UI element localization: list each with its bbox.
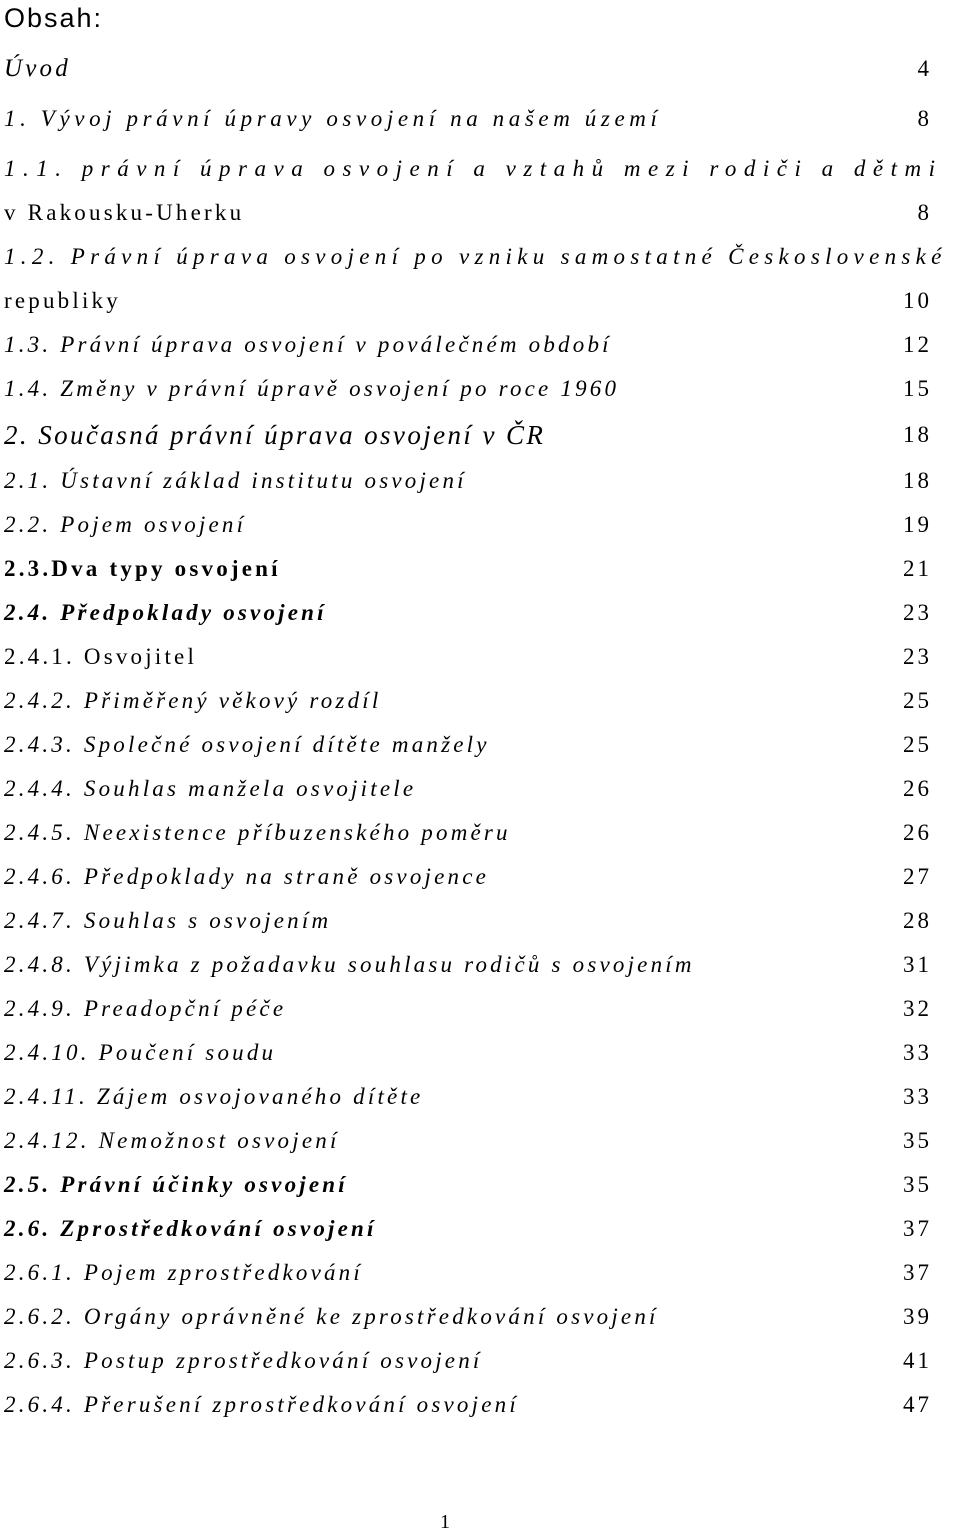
toc-entry-page: 18 bbox=[903, 422, 932, 447]
toc-entry-label: 2.4.8. Výjimka z požadavku souhlasu rodičů s osvojením bbox=[4, 952, 695, 977]
toc-entry-page: 28 bbox=[903, 908, 932, 933]
toc-entry-page: 25 bbox=[903, 732, 932, 757]
toc-entry-label: 2.4.3. Společné osvojení dítěte manžely bbox=[4, 732, 490, 757]
toc-entry-2-2[interactable] bbox=[0, 506, 960, 542]
toc-entry-1-2[interactable] bbox=[0, 238, 960, 274]
toc-entry-label: 1.4. Změny v právní úpravě osvojení po roce 1960 bbox=[4, 376, 620, 401]
toc-entry-label: 2.4. Předpoklady osvojení bbox=[4, 600, 327, 625]
toc-entry-2-4-4[interactable] bbox=[0, 770, 960, 806]
toc-entry-2-1[interactable] bbox=[0, 462, 960, 498]
toc-entry-label: 2.6.3. Postup zprostředkování osvojení bbox=[4, 1348, 483, 1373]
toc-entry-label: 2.4.5. Neexistence příbuzenského poměru bbox=[4, 820, 511, 845]
toc-entry-page: 26 bbox=[903, 776, 932, 801]
toc-entry-2-4-3[interactable] bbox=[0, 726, 960, 762]
toc-entry-2-4-10[interactable] bbox=[0, 1034, 960, 1070]
toc-entry-label: 2.4.12. Nemožnost osvojení bbox=[4, 1128, 340, 1153]
toc-entry-page: 23 bbox=[903, 644, 932, 669]
toc-entry-page: 47 bbox=[903, 1392, 932, 1417]
toc-entry-page: 8 bbox=[917, 106, 932, 131]
toc-entry-label: 2.6.2. Orgány oprávněné ke zprostředkování osvojení bbox=[4, 1304, 659, 1329]
toc-entry-page: 12 bbox=[903, 332, 932, 357]
toc-entry-label: republiky bbox=[4, 288, 121, 313]
toc-entry-label: 1. Vývoj právní úpravy osvojení na našem území bbox=[4, 106, 662, 131]
toc-entry-2-3[interactable] bbox=[0, 550, 960, 586]
toc-entry-label: 1.1. právní úprava osvojení a vztahů mezi rodiči a dětmi bbox=[4, 156, 943, 181]
toc-entry-page: 26 bbox=[903, 820, 932, 845]
toc-entry-page: 25 bbox=[903, 688, 932, 713]
toc-entry-1-1-cont[interactable] bbox=[0, 194, 960, 230]
toc-entry-1-2-cont[interactable] bbox=[0, 282, 960, 318]
toc-entry-page: 35 bbox=[903, 1172, 932, 1197]
toc-entry-label: 2.5. Právní účinky osvojení bbox=[4, 1172, 348, 1197]
toc-entry-2-4-7[interactable] bbox=[0, 902, 960, 938]
toc-entry-page: 33 bbox=[903, 1040, 932, 1065]
page-title: Obsah: bbox=[4, 3, 104, 33]
toc-entry-label: 1.3. Právní úprava osvojení v poválečném období bbox=[4, 332, 612, 357]
toc-entry-label: 2.6.4. Přerušení zprostředkování osvojení bbox=[4, 1392, 519, 1417]
toc-entry-label: 1.2. Právní úprava osvojení po vzniku samostatné Československé bbox=[4, 244, 947, 269]
toc-entry-page: 27 bbox=[903, 864, 932, 889]
toc-entry-page: 21 bbox=[903, 556, 932, 581]
toc-entry-page: 4 bbox=[917, 56, 932, 81]
toc-entry-uvod[interactable] bbox=[0, 50, 960, 86]
toc-entry-label: 2.2. Pojem osvojení bbox=[4, 512, 247, 537]
toc-entry-2-4-8[interactable] bbox=[0, 946, 960, 982]
toc-entry-2-6-1[interactable] bbox=[0, 1254, 960, 1290]
toc-entry-label: v Rakousku-Uherku bbox=[4, 200, 245, 225]
toc-entry-label: Úvod bbox=[4, 55, 71, 82]
toc-entry-page: 23 bbox=[903, 600, 932, 625]
toc-entry-page: 10 bbox=[903, 288, 932, 313]
toc-entry-page: 32 bbox=[903, 996, 932, 1021]
toc-entry-2-4-11[interactable] bbox=[0, 1078, 960, 1114]
toc-entry-1-4[interactable] bbox=[0, 370, 960, 406]
toc-entry-page: 8 bbox=[917, 200, 932, 225]
toc-entry-page: 37 bbox=[903, 1216, 932, 1241]
toc-entry-2-4-2[interactable] bbox=[0, 682, 960, 718]
toc-entry-page: 15 bbox=[903, 376, 932, 401]
toc-entry-2-6-4[interactable] bbox=[0, 1386, 960, 1422]
toc-entry-page: 33 bbox=[903, 1084, 932, 1109]
toc-entry-2-6-3[interactable] bbox=[0, 1342, 960, 1378]
toc-entry-1[interactable] bbox=[0, 100, 960, 136]
toc-entry-label: 2.4.7. Souhlas s osvojením bbox=[4, 908, 332, 933]
toc-entry-page: 19 bbox=[903, 512, 932, 537]
toc-entry-2-4-5[interactable] bbox=[0, 814, 960, 850]
toc-entry-2-4-12[interactable] bbox=[0, 1122, 960, 1158]
toc-entry-label: 2.4.11. Zájem osvojovaného dítěte bbox=[4, 1084, 424, 1109]
toc-entry-label: 2.4.9. Preadopční péče bbox=[4, 996, 287, 1021]
toc-entry-page: 18 bbox=[903, 468, 932, 493]
toc-entry-2-6-2[interactable] bbox=[0, 1298, 960, 1334]
toc-entry-2[interactable] bbox=[0, 416, 960, 452]
toc-entry-page: 37 bbox=[903, 1260, 932, 1285]
toc-entry-1-3[interactable] bbox=[0, 326, 960, 362]
toc-entry-label: 2.3.Dva typy osvojení bbox=[4, 556, 281, 581]
toc-entry-2-6[interactable] bbox=[0, 1210, 960, 1246]
toc-entry-label: 2. Současná právní úprava osvojení v ČR bbox=[4, 420, 546, 450]
toc-entry-label: 2.1. Ústavní základ institutu osvojení bbox=[4, 468, 467, 493]
toc-entry-label: 2.4.6. Předpoklady na straně osvojence bbox=[4, 864, 490, 889]
toc-entry-2-4-1[interactable] bbox=[0, 638, 960, 674]
toc-entry-label: 2.6. Zprostředkování osvojení bbox=[4, 1216, 377, 1241]
toc-entry-label: 2.6.1. Pojem zprostředkování bbox=[4, 1260, 363, 1285]
toc-entry-page: 31 bbox=[903, 952, 932, 977]
toc-entry-2-4[interactable] bbox=[0, 594, 960, 630]
toc-entry-label: 2.4.2. Přiměřený věkový rozdíl bbox=[4, 688, 382, 713]
toc-entry-label: 2.4.1. Osvojitel bbox=[4, 644, 198, 669]
toc-entry-page: 41 bbox=[903, 1348, 932, 1373]
toc-entry-2-4-9[interactable] bbox=[0, 990, 960, 1026]
toc-entry-1-1[interactable] bbox=[0, 150, 960, 186]
toc-entry-2-5[interactable] bbox=[0, 1166, 960, 1202]
toc-entry-label: 2.4.4. Souhlas manžela osvojitele bbox=[4, 776, 417, 801]
toc-entry-label: 2.4.10. Poučení soudu bbox=[4, 1040, 277, 1065]
toc-entry-page: 35 bbox=[903, 1128, 932, 1153]
toc-entry-2-4-6[interactable] bbox=[0, 858, 960, 894]
toc-entry-page: 39 bbox=[903, 1304, 932, 1329]
page-number: 1 bbox=[440, 1511, 450, 1533]
